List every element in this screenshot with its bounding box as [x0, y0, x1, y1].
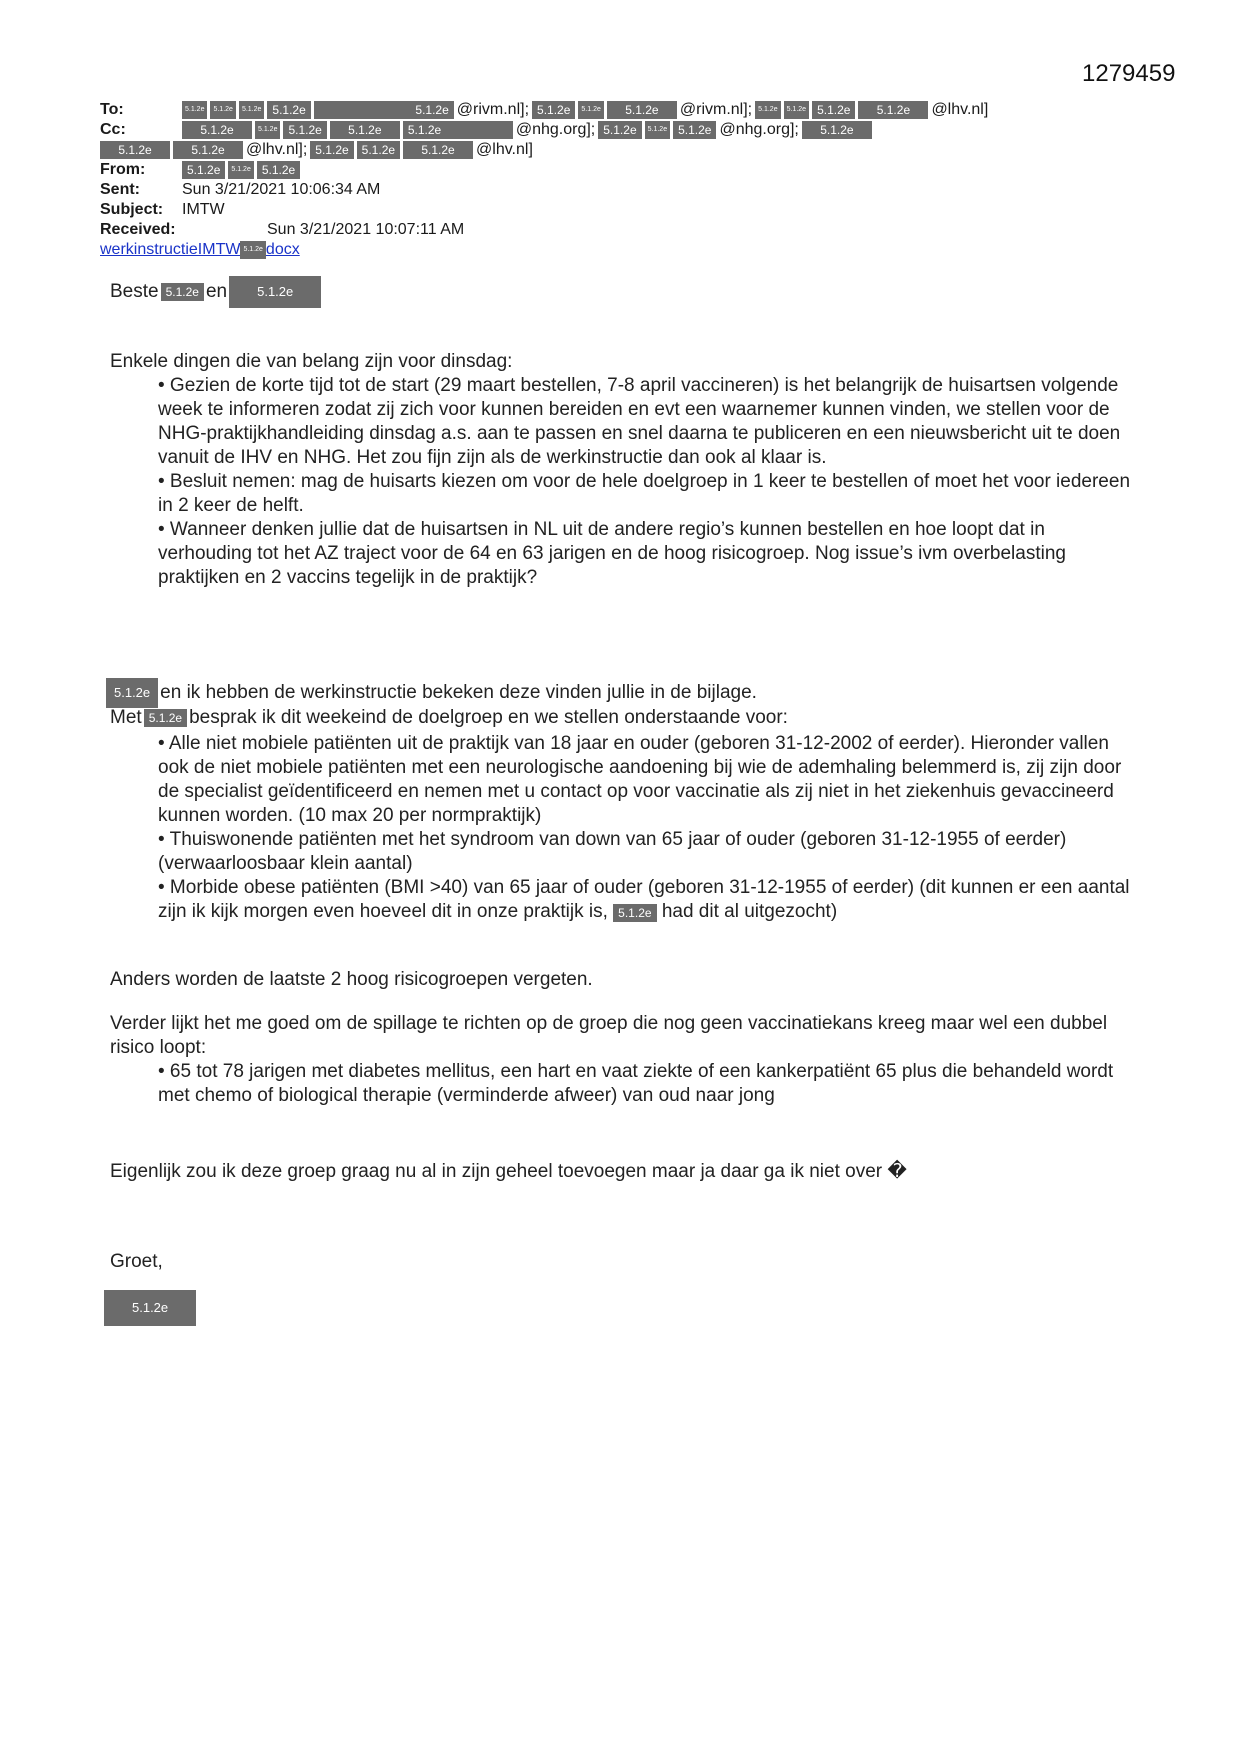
redaction: 5.1.2e	[330, 121, 400, 139]
redaction: 5.1.2e	[182, 121, 252, 139]
redaction: 5.1.2e	[100, 141, 170, 159]
cc-suffix: @lhv.nl]	[476, 141, 533, 158]
anders-paragraph	[110, 968, 1140, 992]
redaction: 5.1.2e	[267, 101, 310, 119]
redaction: 5.1.2e	[613, 904, 656, 922]
redaction: 5.1.2e	[645, 121, 670, 139]
cc-suffix: @nhg.org];	[515, 121, 596, 138]
target-group-block	[110, 732, 1140, 924]
cc-row-continued	[100, 140, 1140, 160]
met-rest: besprak ik dit weekeind de doelgroep en we stellen onderstaande voor:	[189, 707, 788, 728]
list-item-text-end: had dit al uitgezocht)	[661, 901, 838, 922]
redaction: 5.1.2e	[314, 101, 454, 119]
attachment-link-ext[interactable]: docx	[265, 241, 300, 258]
met-start: Met	[110, 707, 142, 728]
intro-block	[110, 350, 1140, 590]
cc-label: Cc:	[100, 121, 126, 138]
sent-row	[100, 180, 1140, 200]
email-header	[100, 100, 1140, 260]
sent-value: Sun 3/21/2021 10:06:34 AM	[182, 181, 381, 198]
bullet-list-2	[158, 732, 1140, 924]
redaction: 5.1.2e	[403, 121, 513, 139]
eigenlijk-text: Eigenlijk zou ik deze groep graag nu al in zijn geheel toevoegen maar ja daar ga ik niet over �	[110, 1161, 907, 1182]
greeting-mid: en	[205, 281, 228, 302]
received-row	[100, 220, 1140, 240]
met-line	[110, 706, 1140, 730]
redaction: 5.1.2e	[144, 709, 187, 727]
list-item-text: • Morbide obese patiënten (BMI >40) van 65 jaar of ouder (geboren 31-12-1955 of eerder) (dit kunnen er een aantal zijn ik kijk morgen even hoeveel dit in onze praktijk is,	[158, 877, 1130, 922]
cc-suffix: @nhg.org];	[719, 121, 799, 138]
received-label: Received:	[100, 221, 176, 238]
bullet-list-1	[158, 374, 1140, 590]
redaction: 5.1.2e	[673, 121, 716, 139]
greeting-start: Beste	[110, 281, 159, 302]
list-item: • 65 tot 78 jarigen met diabetes mellitus, een hart en vaat ziekte of een kankerpatiënt 65 plus die behandeld wordt met chemo of biological therapie (verminderde afweer) van oud naar jong	[158, 1061, 1114, 1106]
greeting	[110, 276, 1140, 308]
document-number: 1279459	[1082, 60, 1176, 87]
verder-block	[110, 1012, 1140, 1108]
from-row	[100, 160, 1140, 180]
verder-text: Verder lijkt het me goed om de spillage te richten op de groep die nog geen vaccinatiekans kreeg maar wel een dubbel risico loopt:	[110, 1013, 1108, 1058]
redaction: 5.1.2e	[229, 276, 321, 308]
redaction: 5.1.2e	[182, 161, 225, 179]
subject-value: IMTW	[182, 201, 225, 218]
redaction: 5.1.2e	[257, 161, 300, 179]
subject-row	[100, 200, 1140, 220]
cc-suffix: @lhv.nl];	[246, 141, 308, 158]
redaction: 5.1.2e	[755, 101, 780, 119]
werkinstructie-line	[106, 678, 1136, 708]
redaction: 5.1.2e	[403, 141, 473, 159]
from-label: From:	[100, 161, 146, 178]
list-item: • Alle niet mobiele patiënten uit de praktijk van 18 jaar en ouder (geboren 31-12-2002 of eerder). Hieronder vallen ook de niet mobiele patiënten met een neurologische aandoening bij wie de ademhaling belemmerd is, zij zijn door de specialist geïdentificeerd en nemen met u contact op voor vaccinatie als zij niet in het ziekenhuis gevaccineerd kunnen worden. (10 max 20 per normpraktijk)	[158, 733, 1122, 826]
list-item: • Thuiswonende patiënten met het syndroom van down van 65 jaar of ouder (geboren 31-12-1955 of eerder) (verwaarloosbaar klein aantal)	[158, 829, 1067, 874]
eigenlijk-paragraph	[110, 1160, 1140, 1184]
to-suffix: @lhv.nl]	[931, 101, 989, 118]
list-item: • Wanneer denken jullie dat de huisartsen in NL uit de andere regio’s kunnen bestellen en hoe loopt dat in verhouding tot het AZ traject voor de 64 en 63 jarigen en de hoog risicogroep. Nog issue’s ivm overbelasting praktijken en 2 vaccins tegelijk in de praktijk?	[158, 519, 1066, 588]
signature	[104, 1290, 196, 1326]
redaction: 5.1.2e	[228, 161, 253, 179]
to-row	[100, 100, 1140, 120]
redaction: 5.1.2e	[255, 121, 280, 139]
redaction: 5.1.2e	[310, 141, 353, 159]
redaction: 5.1.2e	[283, 121, 326, 139]
redaction: 5.1.2e	[532, 101, 575, 119]
attachment-link[interactable]: werkinstructieIMTW	[100, 241, 241, 258]
redaction: 5.1.2e	[210, 101, 235, 119]
closing-text: Groet,	[110, 1251, 163, 1272]
redaction: 5.1.2e	[161, 283, 204, 301]
redaction: 5.1.2e	[173, 141, 243, 159]
list-item: • Gezien de korte tijd tot de start (29 maart bestellen, 7-8 april vaccineren) is het belangrijk de huisartsen volgende week te informeren zodat zij zich voor kunnen bereiden en evt een waarnemer kunnen vinden, we stellen voor de NHG-praktijkhandleiding dinsdag a.s. aan te passen en snel daarna te publiceren en een nieuwsbericht uit te doen vanuit de IHV en NHG. Het zou fijn zijn als de werkinstructie dan ook al klaar is.	[158, 375, 1121, 468]
redaction: 5.1.2e	[858, 101, 928, 119]
werkinstructie-text: en ik hebben de werkinstructie bekeken deze vinden jullie in de bijlage.	[160, 682, 757, 703]
redaction: 5.1.2e	[812, 101, 855, 119]
redaction: 5.1.2e	[182, 101, 207, 119]
to-label: To:	[100, 101, 124, 118]
redaction: 5.1.2e	[104, 1290, 196, 1326]
attachment-row[interactable]	[100, 240, 1140, 260]
redaction: 5.1.2e	[802, 121, 872, 139]
cc-row	[100, 120, 1140, 140]
redaction: 5.1.2e	[784, 101, 809, 119]
subject-label: Subject:	[100, 201, 164, 218]
intro-text: Enkele dingen die van belang zijn voor dinsdag:	[110, 351, 513, 372]
redaction: 5.1.2e	[578, 101, 603, 119]
redaction: 5.1.2e	[106, 678, 158, 708]
redaction: 5.1.2e	[598, 121, 641, 139]
to-suffix: @rivm.nl];	[456, 101, 530, 118]
redaction: 5.1.2e	[357, 141, 400, 159]
list-item	[158, 876, 1140, 924]
closing	[110, 1250, 1140, 1274]
list-item: • Besluit nemen: mag de huisarts kiezen om voor de hele doelgroep in 1 keer te bestellen of moet het voor iedereen in 2 keer de helft.	[158, 471, 1131, 516]
redaction: 5.1.2e	[607, 101, 677, 119]
redaction: 5.1.2e	[239, 101, 264, 119]
sent-label: Sent:	[100, 181, 140, 198]
received-value: Sun 3/21/2021 10:07:11 AM	[267, 221, 465, 238]
anders-text: Anders worden de laatste 2 hoog risicogroepen vergeten.	[110, 969, 593, 990]
redaction: 5.1.2e	[240, 241, 265, 259]
to-suffix: @rivm.nl];	[679, 101, 753, 118]
bullet-list-3	[158, 1060, 1140, 1108]
